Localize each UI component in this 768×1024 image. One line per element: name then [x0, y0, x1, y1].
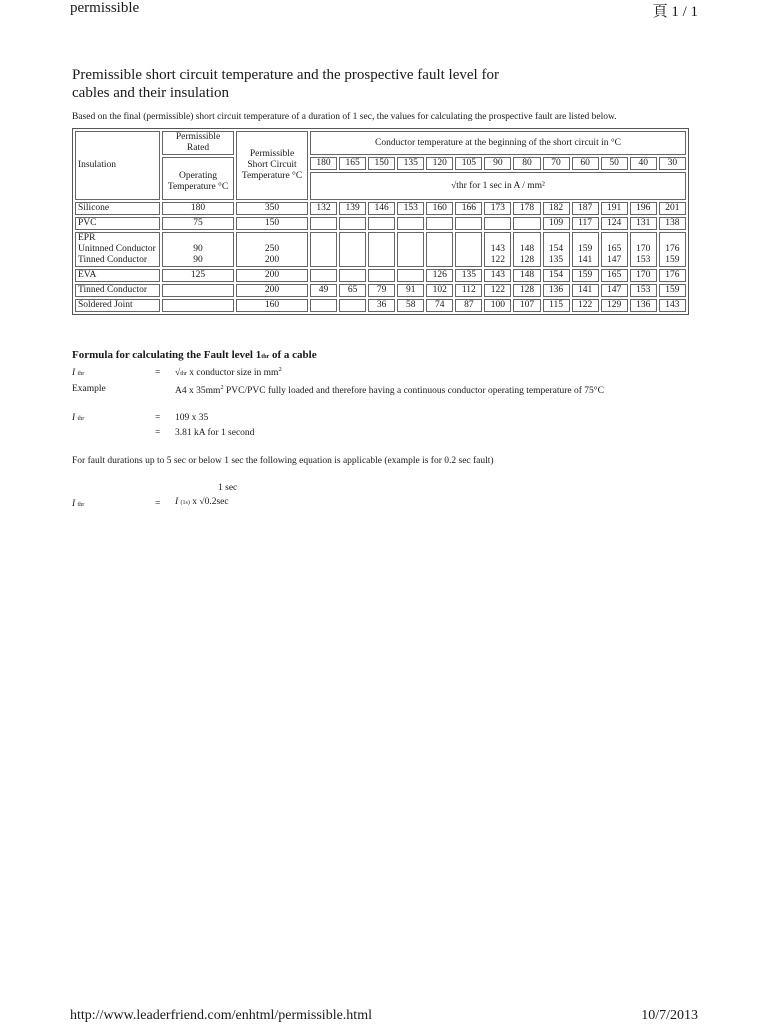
value-cell: 143 122 — [484, 232, 511, 267]
value-cell — [426, 217, 453, 230]
rated-temp-cell: 180 — [162, 202, 234, 215]
temp-header-cell: 90 — [484, 157, 511, 170]
value-cell: 138 — [659, 217, 686, 230]
insulation-cell: EPR Unitnned Conductor Tinned Conductor — [75, 232, 160, 267]
value-cell: 166 — [455, 202, 482, 215]
insulation-cell: Tinned Conductor — [75, 284, 160, 297]
conductor-temp-header: Conductor temperature at the beginning of the short circuit in °C — [310, 131, 686, 155]
temp-header-cell: 165 — [339, 157, 366, 170]
value-cell: 115 — [543, 299, 570, 312]
value-cell: 102 — [426, 284, 453, 297]
temp-header-cell: 180 — [310, 157, 337, 170]
value-cell: 165 147 — [601, 232, 628, 267]
formula-equals: = — [155, 368, 161, 378]
short-circuit-header: Permissible Short Circuit Temperature °C — [236, 131, 308, 200]
short-temp-cell: 350 — [236, 202, 308, 215]
value-cell: 124 — [601, 217, 628, 230]
final-formula: I (1s) x √0.2sec — [175, 497, 229, 507]
final-label-ithr: I thr — [72, 499, 85, 509]
value-cell: 154 135 — [543, 232, 570, 267]
title-line-2: cables and their insulation — [72, 85, 230, 101]
insulation-cell: Soldered Joint — [75, 299, 160, 312]
temp-header-cell: 60 — [572, 157, 599, 170]
value-cell: 143 — [659, 299, 686, 312]
value-cell: 122 — [484, 284, 511, 297]
value-cell: 148 — [513, 269, 540, 282]
value-cell: 87 — [455, 299, 482, 312]
short-temp-cell: 200 — [236, 284, 308, 297]
value-cell: 196 — [630, 202, 657, 215]
temp-header-cell: 30 — [659, 157, 686, 170]
value-cell — [397, 269, 424, 282]
value-cell: 154 — [543, 269, 570, 282]
value-cell — [339, 269, 366, 282]
value-cell: 136 — [630, 299, 657, 312]
value-cell: 160 — [426, 202, 453, 215]
example-label: Example — [72, 384, 106, 394]
value-cell: 100 — [484, 299, 511, 312]
value-cell — [484, 217, 511, 230]
value-cell — [426, 232, 453, 267]
table-row — [75, 269, 686, 282]
value-cell: 74 — [426, 299, 453, 312]
insulation-cell: Silicone — [75, 202, 160, 215]
value-cell: 146 — [368, 202, 395, 215]
page-number: 頁 1 / 1 — [652, 4, 698, 20]
table-row — [75, 217, 686, 230]
value-cell: 91 — [397, 284, 424, 297]
value-cell: 49 — [310, 284, 337, 297]
value-cell: 79 — [368, 284, 395, 297]
value-cell — [368, 269, 395, 282]
short-temp-cell: 150 — [236, 217, 308, 230]
table-row — [75, 232, 686, 267]
value-cell: 132 — [310, 202, 337, 215]
rated-temp-cell: 90 90 — [162, 232, 234, 267]
short-temp-cell: 250 200 — [236, 232, 308, 267]
value-cell: 176 — [659, 269, 686, 282]
table-row — [75, 202, 686, 215]
temp-header-cell: 135 — [397, 157, 424, 170]
value-cell — [310, 299, 337, 312]
value-cell: 148 128 — [513, 232, 540, 267]
value-cell: 173 — [484, 202, 511, 215]
rated-temp-cell: 75 — [162, 217, 234, 230]
value-cell: 136 — [543, 284, 570, 297]
title-line-1: Premissible short circuit temperature and the prospective fault level for — [72, 67, 499, 83]
rated-header-bottom: Operating Temperature °C — [162, 157, 234, 200]
value-cell: 143 — [484, 269, 511, 282]
temp-header-cell: 40 — [630, 157, 657, 170]
calc-value-2: 3.81 kA for 1 second — [175, 428, 255, 438]
short-temp-cell: 200 — [236, 269, 308, 282]
value-cell: 131 — [630, 217, 657, 230]
insulation-cell: EVA — [75, 269, 160, 282]
value-cell — [455, 232, 482, 267]
value-cell: 141 — [572, 284, 599, 297]
rated-temp-cell — [162, 284, 234, 297]
insulation-header: Insulation — [75, 131, 160, 200]
temp-header-cell: 80 — [513, 157, 540, 170]
value-cell: 135 — [455, 269, 482, 282]
value-cell: 165 — [601, 269, 628, 282]
value-cell: 182 — [543, 202, 570, 215]
value-cell — [339, 232, 366, 267]
table-row — [75, 299, 686, 312]
value-cell — [368, 232, 395, 267]
value-cell: 139 — [339, 202, 366, 215]
value-cell: 159 141 — [572, 232, 599, 267]
value-cell: 128 — [513, 284, 540, 297]
rated-temp-cell: 125 — [162, 269, 234, 282]
temp-header-cell: 150 — [368, 157, 395, 170]
value-cell — [339, 217, 366, 230]
value-cell: 187 — [572, 202, 599, 215]
example-text: A4 x $35mm^2$ PVC/PVC fully loaded and therefore having a continuous conductor operating temperature of 75°C — [175, 384, 604, 397]
footer-url: http://www.leaderfriend.com/enhtml/permissible.html — [70, 1008, 372, 1023]
value-cell: 153 — [630, 284, 657, 297]
value-cell: 178 — [513, 202, 540, 215]
calc-equals-2: = — [155, 428, 161, 438]
fraction-numerator: 1 sec — [218, 483, 238, 493]
formula-label-ithr: I thr — [72, 368, 85, 378]
value-cell: 65 — [339, 284, 366, 297]
final-equals: = — [155, 499, 161, 509]
temp-header-cell: 120 — [426, 157, 453, 170]
value-cell: 126 — [426, 269, 453, 282]
footer-date: 10/7/2013 — [641, 1008, 698, 1023]
unit-row: √thr for 1 sec in A / mm² — [310, 172, 686, 200]
formula-definition: √thr x conductor size in $mm^2$ — [175, 366, 282, 379]
value-cell — [397, 217, 424, 230]
calc-equals-1: = — [155, 413, 161, 423]
duration-note: For fault durations up to 5 sec or below 1 sec the following equation is applicable (example is for 0.2 sec fault) — [72, 456, 494, 466]
value-cell: 58 — [397, 299, 424, 312]
value-cell: 117 — [572, 217, 599, 230]
value-cell: 170 153 — [630, 232, 657, 267]
value-cell: 112 — [455, 284, 482, 297]
value-cell — [397, 232, 424, 267]
calc-value-1: 109 x 35 — [175, 413, 209, 423]
value-cell — [368, 217, 395, 230]
short-temp-cell: 160 — [236, 299, 308, 312]
value-cell: 147 — [601, 284, 628, 297]
value-cell: 122 — [572, 299, 599, 312]
temp-header-cell: 105 — [455, 157, 482, 170]
value-cell — [513, 217, 540, 230]
temp-header-cell: 70 — [543, 157, 570, 170]
value-cell: 109 — [543, 217, 570, 230]
value-cell: 176 159 — [659, 232, 686, 267]
value-cell — [455, 217, 482, 230]
insulation-cell: PVC — [75, 217, 160, 230]
value-cell — [339, 299, 366, 312]
value-cell: 170 — [630, 269, 657, 282]
value-cell: 36 — [368, 299, 395, 312]
value-cell — [310, 269, 337, 282]
page-title — [72, 66, 632, 102]
rated-temp-cell — [162, 299, 234, 312]
calc-label-ithr: I thr — [72, 413, 85, 423]
rated-header-top: Permissible Rated — [162, 131, 234, 155]
page-header-title: permissible — [70, 0, 140, 16]
short-circuit-table — [72, 128, 689, 315]
value-cell — [310, 232, 337, 267]
value-cell: 201 — [659, 202, 686, 215]
value-cell: 159 — [659, 284, 686, 297]
temp-header-cell: 50 — [601, 157, 628, 170]
value-cell: 153 — [397, 202, 424, 215]
intro-text: Based on the final (permissible) short circuit temperature of a duration of 1 sec, the values for calculating the prospective fault are listed below. — [72, 112, 617, 122]
value-cell — [310, 217, 337, 230]
value-cell: 129 — [601, 299, 628, 312]
value-cell: 191 — [601, 202, 628, 215]
formula-heading: Formula for calculating the Fault level 1thr of a cable — [72, 349, 317, 361]
value-cell: 159 — [572, 269, 599, 282]
table-row — [75, 284, 686, 297]
value-cell: 107 — [513, 299, 540, 312]
